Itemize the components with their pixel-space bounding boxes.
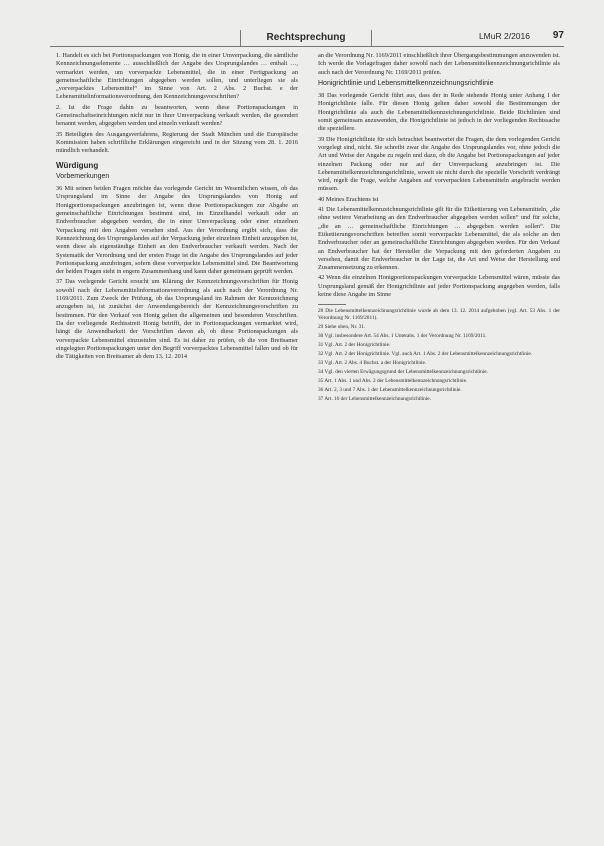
paragraph: 36 Mit seinen beiden Fragen möchte das vorlegende Gericht im Wesentlichen wissen, ob das Ursprungsland im Sinne der Angabe des Ursprungslandes von Honig auf Honigportionspackungen anzubringen ist, wenn diese Portionspackungen zur Abgabe an gemeinschaftliche Einrichtungen bestimmt sind, im Einzelhandel verkauft oder an Endverbraucher abgegeben werden, die in einer Umverpackung oder einer einzelnen Verpackung mit den Angaben versehen sind. Aus der Verordnung ergibt sich, dass die Kennzeichnung des Ursprungslandes auf der Verpackung jeder einzelnen Einheit anzugeben ist, wenn diese als eigenständige Einheit an den Endverbraucher verkauft werden. Nach der Systematik der Verordnung und der ersten Frage ist die Angabe des Ursprungslandes auf jeder Portionspackung anzubringen, sofern diese vorverpackte Lebensmittel sind. Die Beantwortung der beiden Fragen steht in engem Zusammenhang und kann daher gemeinsam geprüft werden. — [56, 185, 298, 276]
paragraph: 37 Das vorlegende Gericht ersucht um Klärung der Kennzeichnungsvorschriften für Honig sowohl nach der Lebensmittelinformationsverordnung als auch nach der Verordnung Nr. 1169/2011. Zum Zweck der Prüfung, ob das Ursprungsland im Rahmen der Kennzeichnung anzugeben ist, ist zunächst der Anwendungsbereich der Kennzeichnungsvorschriften zu bestimmen. Für den Verkauf von Honig gelten die allgemeinen und besonderen Vorschriften. Da der vorliegende Rechtsstreit Honig betrifft, der in Portionspackungen vermarktet wird, hängt die Anwendbarkeit der Vorschriften davon ab, ob diese Portionspackungen als vorverpackte Lebensmittel einzustufen sind. Es ist daher zu prüfen, ob die von Breitsamer eingelegten Portionspackungen unter den Begriff vorverpacktes Lebensmittel fallen und ob für die Tätigkeiten von Breitsamer ab dem 13. 12. 2014 — [56, 278, 298, 361]
right-column — [318, 52, 560, 405]
footnote: 35 Art. 1 Abs. 1 und Abs. 2 der Lebensmittelkennzeichnungsrichtlinie. — [318, 378, 468, 385]
footnote: 34 Vgl. den vierten Erwägungsgrund der Lebensmittelkennzeichnungsrichtlinie. — [318, 369, 488, 376]
footnote: 37 Art. 16 der Lebensmittelkennzeichnungsrichtlinie. — [318, 396, 431, 403]
page-header — [50, 30, 564, 47]
footnote: 28 Die Lebensmittelkennzeichnungsrichtlinie wurde ab dem 13. 12. 2014 aufgehoben (vgl. Art. 53 Abs. 1 der Verordnung Nr. 1169/2011). — [318, 308, 560, 322]
footnote: 32 Vgl. Art. 2 der Honigrichtlinie. Vgl. auch Art. 1 Abs. 2 der Lebensmittelkennzeichnungsrichtlinie. — [318, 351, 532, 358]
paragraph: an die Verordnung Nr. 1169/2011 einschließlich ihrer Übergangsbestimmungen anzuwenden ist. Ich werde die Vorlagefragen daher sowohl nach der Lebensmittelkennzeichnungsrichtlinie als auch nach der Verordnung Nr. 1169/2011 prüfen. — [318, 52, 560, 76]
paragraph: 39 Die Honigrichtlinie für sich betrachtet beantwortet die Fragen, die dem vorlegenden Gericht vorgelegt sind, nicht. Sie schreibt zwar die Angabe des Ursprungslandes vor, ohne jedoch die Art und Weise der Angabe zu regeln und dazu, ob die Angabe bei Portionspackungen auf jeder einzelnen Packung oder nur auf der Umverpackung anzubringen ist. Die Lebensmittelkennzeichnungsrichtlinie, soweit sie nicht durch die spezielle Vorschrift verdrängt wird, regelt die Frage, welche Angaben auf vorverpackten Lebensmitteln angebracht werden müssen. — [318, 135, 560, 193]
subsection-title: Honigrichtlinie und Lebensmittelkennzeichnungsrichtlinie — [318, 79, 494, 87]
paragraph: 2. Ist die Frage dahin zu beantworten, wenn diese Portionspackungen in Gemeinschaftseinrichtungen nicht nur in ihrer Umverpackung verkauft werden, die gesondert benannt werden, abgegeben werden und einzeln verkauft werden? — [56, 103, 298, 128]
footnote: 36 Art. 2, 3 und 7 Abs. 1 der Lebensmittelkennzeichnungsrichtlinie. — [318, 387, 462, 394]
section-heading: Rechtsprechung — [240, 30, 372, 46]
paragraph: 38 Das vorlegende Gericht führt aus, dass der in Rede stehende Honig unter Anhang I der Honigrichtlinie falle. Für diesen Honig gelten daher sowohl die Bestimmungen der Honigrichtlinie als auch die Lebensmittelkennzeichnungsrichtlinie. Beide Richtlinien sind somit gemeinsam anzuwenden, die Honigrichtlinie ist jedoch in der vorliegenden Rechtssache die speziellere. — [318, 92, 560, 133]
journal-issue: LMuR 2/2016 — [478, 31, 530, 41]
footnote: 33 Vgl. Art. 2 Abs. 4 Buchst. a der Honigrichtlinie. — [318, 360, 427, 367]
footnote: 29 Siehe oben, Nr. 31. — [318, 324, 366, 331]
paragraph: 1. Handelt es sich bei Portionspackungen von Honig, die in einer Umverpackung, die sämtliche Kennzeichnungselemente … ausschließlich der Angabe des Ursprungslandes … enthalt …, vermarktet werden, um vorverpackte Lebensmittel, die in einer Fertigpackung an gemeinschaftliche Einrichtungen abgegeben werden sollen, und unterliegen sie als „vorverpacktes Lebensmittel“ im Sinne von Art. 2 Abs. 2 Buchst. e der Lebensmittelinformationsverordnung, den Kennzeichnungsvorschriften? — [56, 52, 298, 101]
paragraph-heading: 40 Meines Erachtens ist — [318, 195, 379, 203]
footnote: 30 Vgl. insbesondere Art. 54 Abs. 1 Unterabs. 1 der Verordnung Nr. 1169/2011. — [318, 333, 487, 340]
subsection-title: Vorbemerkungen — [56, 172, 110, 180]
section-title: Würdigung — [56, 160, 99, 170]
paragraph: 41 Die Lebensmittelkennzeichnungsrichtlinie gilt für die Etikettierung von Lebensmitteln, „die ohne weitere Verarbeitung an den Endverbraucher abgegeben werden sollen“ und für solche, „die an … gemeinschaftliche Einrichtungen … abgegeben werden sollen“. Die Etikettierungsvorschriften betreffen somit vorverpackte Lebensmittel, die als solche an den Endverbraucher oder an gemeinschaftliche Einrichtungen abgegeben werden. Für den Verkauf an Endverbraucher hat der Hersteller die Verpackung mit den geforderten Angaben zu versehen, damit der Endverbraucher in der Lage ist, die Art und Weise der Herstellung und Zusammensetzung zu erkennen. — [318, 206, 560, 272]
footnote-divider — [318, 304, 346, 305]
paragraph: 42 Wenn die einzelnen Honigportionspackungen vorverpackte Lebensmittel wären, müsste das Ursprungsland gemäß der Honigrichtlinie auf jeder Portionspackung angegeben werden, falls keine diese Angabe im Sinne — [318, 274, 560, 299]
left-column — [56, 52, 298, 363]
page-number: 97 — [552, 30, 564, 41]
paragraph: 35 Beteiligten des Ausgangsverfahrens, Regierung der Stadt München und die Europäische Kommission haben schriftliche Erklärungen eingereicht und in der Sitzung vom 28. 1. 2016 mündlich verhandelt. — [56, 130, 298, 155]
footnote: 31 Vgl. Art. 2 der Honigrichtlinie. — [318, 342, 391, 349]
